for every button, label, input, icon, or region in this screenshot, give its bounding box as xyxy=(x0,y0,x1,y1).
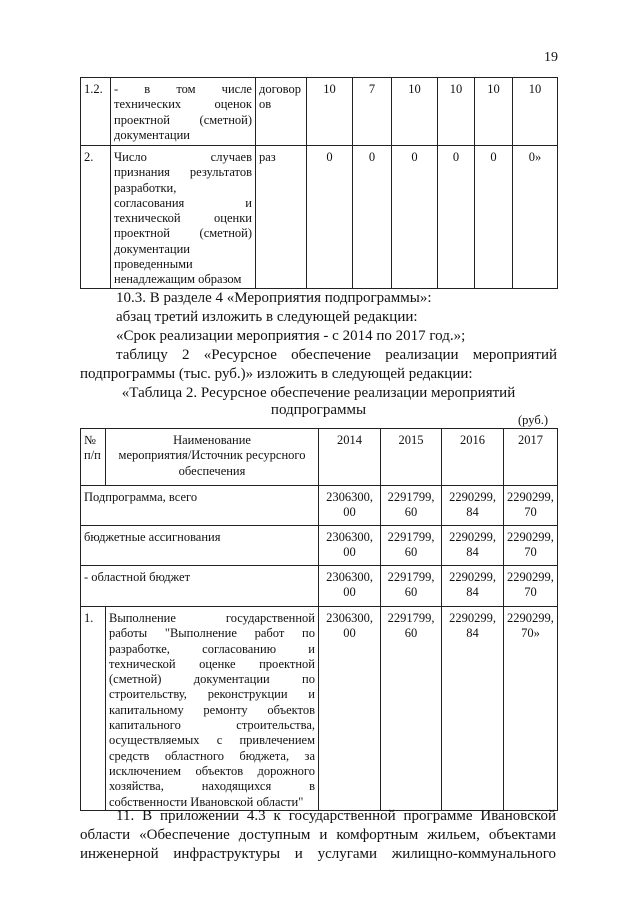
value-cell: 2290299, 84 xyxy=(442,526,504,566)
row-unit: договор ов xyxy=(256,78,307,146)
table-row xyxy=(81,607,558,811)
page-number: 19 xyxy=(544,50,558,65)
paragraph-10-3: 10.3. В разделе 4 «Мероприятия подпрограммы»: xyxy=(116,290,432,306)
row-unit: раз xyxy=(256,146,307,289)
indicators-table xyxy=(80,77,558,289)
table-row xyxy=(81,78,558,146)
paragraph-table2-line2: подпрограммы (тыс. руб.)» изложить в следующей редакции: xyxy=(80,366,473,382)
header-name: Наименование мероприятия/Источник ресурсного обеспечения xyxy=(106,429,319,486)
value-cell: 2306300, 00 xyxy=(319,566,381,607)
value-cell: 0 xyxy=(307,146,353,289)
row-description: - в том числе технических оценок проектной (сметной) документации xyxy=(111,78,256,146)
value-cell: 10 xyxy=(392,78,438,146)
value-cell: 2291799, 60 xyxy=(381,526,442,566)
value-cell: 0 xyxy=(438,146,475,289)
paragraph-table2-line1: таблицу 2 «Ресурсное обеспечение реализации мероприятий xyxy=(116,347,557,363)
row-label: - областной бюджет xyxy=(81,566,319,607)
row-number: 1. xyxy=(81,607,106,811)
table-row xyxy=(81,566,558,607)
row-label: Подпрограмма, всего xyxy=(81,486,319,526)
value-cell: 2290299, 84 xyxy=(442,607,504,811)
value-cell: 10 xyxy=(475,78,513,146)
value-cell: 0 xyxy=(353,146,392,289)
table-caption-line2: подпрограммы xyxy=(270,402,367,418)
value-cell: 2290299, 84 xyxy=(442,566,504,607)
paragraph-abzac: абзац третий изложить в следующей редакции: xyxy=(116,309,418,325)
value-cell: 2306300, 00 xyxy=(319,486,381,526)
value-cell: 0 xyxy=(475,146,513,289)
header-year: 2015 xyxy=(381,429,442,486)
row-description: Выполнение государственной работы "Выполнение работ по разработке, согласованию и технической оценке проектной (сметной) документации по строительству, реконструкции и капитальному ремонту объектов капитального строительства, осуществляемых с привлечением средств областного бюджета, за исключением объектов дорожного хозяйства, находящихся в собственности Ивановской области" xyxy=(106,607,319,811)
value-cell: 2291799, 60 xyxy=(381,486,442,526)
value-cell: 2290299, 70 xyxy=(504,486,558,526)
value-cell: 2291799, 60 xyxy=(381,566,442,607)
value-cell: 2290299, 84 xyxy=(442,486,504,526)
row-number: 2. xyxy=(81,146,111,289)
resource-table xyxy=(80,428,558,811)
value-cell: 0» xyxy=(513,146,558,289)
row-label: бюджетные ассигнования xyxy=(81,526,319,566)
header-num: № п/п xyxy=(81,429,106,486)
value-cell: 2290299, 70 xyxy=(504,526,558,566)
header-year: 2014 xyxy=(319,429,381,486)
header-year: 2017 xyxy=(504,429,558,486)
value-cell: 2290299, 70» xyxy=(504,607,558,811)
table-header-row xyxy=(81,429,558,486)
row-number: 1.2. xyxy=(81,78,111,146)
header-year: 2016 xyxy=(442,429,504,486)
value-cell: 10 xyxy=(438,78,475,146)
value-cell: 10 xyxy=(307,78,353,146)
table-row xyxy=(81,526,558,566)
value-cell: 2291799, 60 xyxy=(381,607,442,811)
value-cell: 2306300, 00 xyxy=(319,526,381,566)
value-cell: 0 xyxy=(392,146,438,289)
value-cell: 7 xyxy=(353,78,392,146)
row-description: Число случаев признания результатов разработки, согласования и технической оценки проектной (сметной) документации проведенными ненадлежащим образом xyxy=(111,146,256,289)
paragraph-11: 11. В приложении 4.3 к государственной программе Ивановской области «Обеспечение доступным и комфортным жильем, объектами инженерной инфраструктуры и услугами жилищно-коммунального xyxy=(80,808,556,862)
table-row xyxy=(81,146,558,289)
table-caption-line1: «Таблица 2. Ресурсное обеспечение реализации мероприятий xyxy=(121,385,516,401)
table-row xyxy=(81,486,558,526)
unit-label: (руб.) xyxy=(518,413,548,427)
value-cell: 2306300, 00 xyxy=(319,607,381,811)
paragraph-srok: «Срок реализации мероприятия - с 2014 по 2017 год.»; xyxy=(116,328,466,344)
value-cell: 2290299, 70 xyxy=(504,566,558,607)
value-cell: 10 xyxy=(513,78,558,146)
